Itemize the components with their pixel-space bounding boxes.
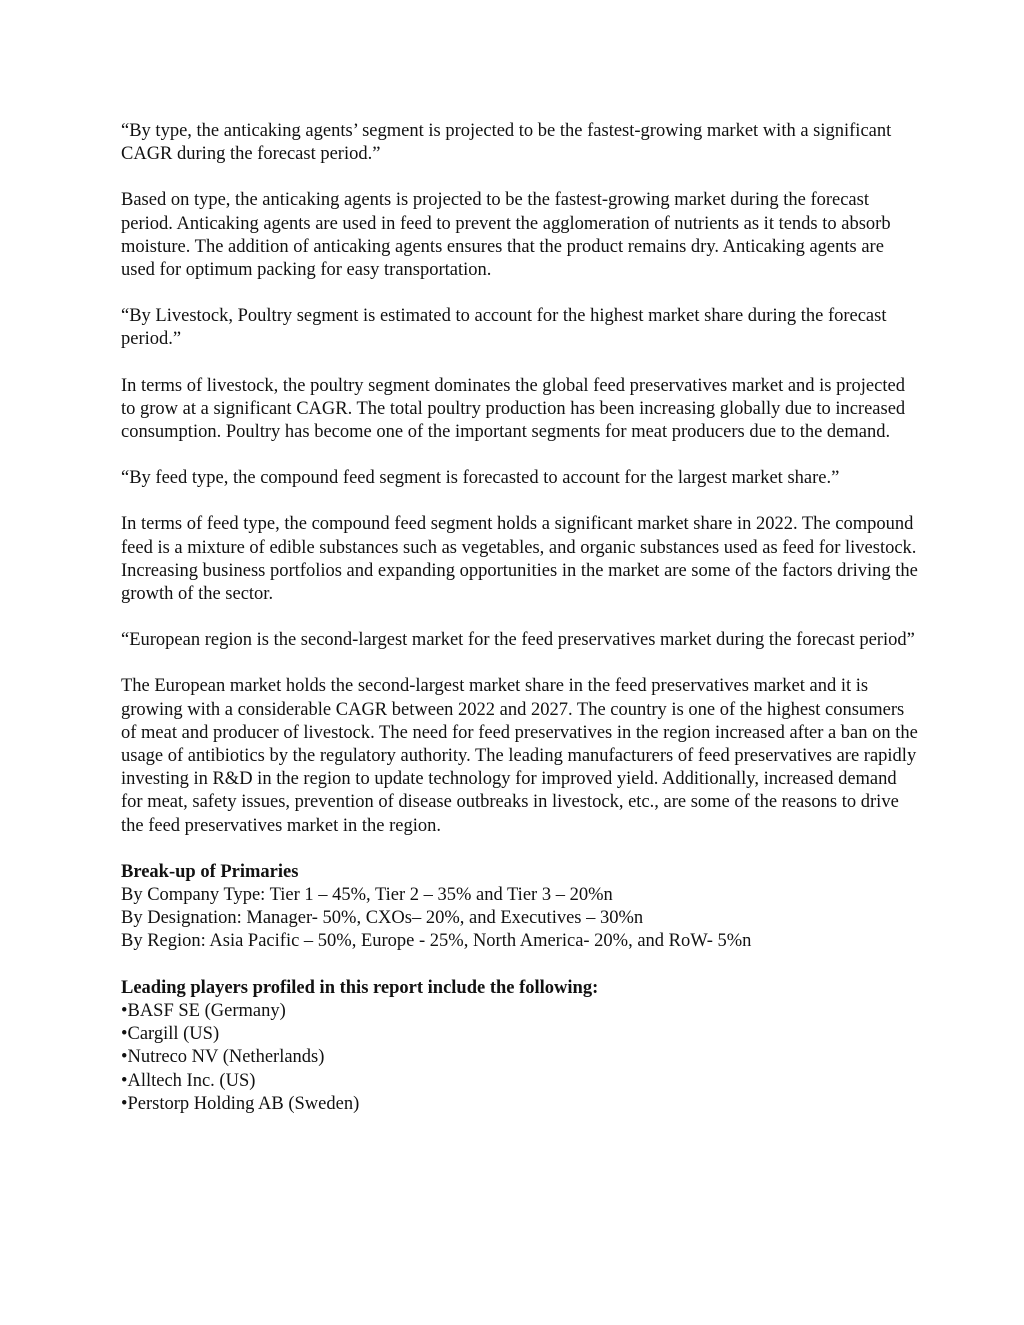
list-item: •Perstorp Holding AB (Sweden) [121, 1093, 360, 1114]
list-item: •Cargill (US) [121, 1024, 220, 1045]
european-quote: “European region is the second-largest market for the feed preservatives market during the forecast period” [121, 630, 915, 651]
european-paragraph: The European market holds the second-largest market share in the feed preservatives market and it is growing with a considerable CAGR between 2022 and 2027. The country is one of the highest consumers of meat and producer of livestock. The need for feed preservatives in the region increased after a ban on the usage of antibiotics by the regulatory authority. The leading manufacturers of feed preservatives are rapidly investing in R&D in the region to update technology for improved yield. Additionally, increased demand for meat, safety issues, prevention of disease outbreaks in livestock, etc., are some of the reasons to drive the feed preservatives market in the region. [121, 676, 918, 836]
poultry-paragraph: In terms of livestock, the poultry segment dominates the global feed preservatives market and is projected to grow at a significant CAGR. The total poultry production has been increasing globally due to increased consumption. Poultry has become one of the important segments for meat producers due to the demand. [121, 375, 906, 443]
poultry-quote: “By Livestock, Poultry segment is estimated to account for the highest market share during the forecast period.” [121, 306, 887, 350]
players-section [121, 977, 921, 1116]
anticaking-quote: “By type, the anticaking agents’ segment is projected to be the fastest-growing market with a significant CAGR during the forecast period.” [121, 121, 892, 165]
primaries-company-type: By Company Type: Tier 1 – 45%, Tier 2 – 35% and Tier 3 – 20%n [121, 885, 613, 906]
compound-feed-quote: “By feed type, the compound feed segment is forecasted to account for the largest market share.” [121, 468, 840, 489]
players-heading: Leading players profiled in this report include the following: [121, 977, 599, 998]
primaries-designation: By Designation: Manager- 50%, CXOs– 20%, and Executives – 30%n [121, 908, 644, 929]
list-item: •Alltech Inc. (US) [121, 1070, 256, 1091]
list-item: •BASF SE (Germany) [121, 1000, 286, 1021]
document-page [121, 120, 921, 1139]
primaries-heading: Break-up of Primaries [121, 861, 299, 882]
players-list [121, 1000, 921, 1116]
list-item: •Nutreco NV (Netherlands) [121, 1047, 325, 1068]
compound-feed-paragraph: In terms of feed type, the compound feed segment holds a significant market share in 2022. The compound feed is a mixture of edible substances such as vegetables, and organic substances used as feed for livestock. Increasing business portfolios and expanding opportunities in the market are some of the factors driving the growth of the sector. [121, 514, 918, 605]
primaries-section [121, 861, 921, 954]
primaries-region: By Region: Asia Pacific – 50%, Europe - 25%, North America- 20%, and RoW- 5%n [121, 931, 752, 952]
anticaking-paragraph: Based on type, the anticaking agents is projected to be the fastest-growing market during the forecast period. Anticaking agents are used in feed to prevent the agglomeration of nutrients as it tends to absorb moisture. The addition of anticaking agents ensures that the product remains dry. Anticaking agents are used for optimum packing for easy transportation. [121, 190, 891, 281]
